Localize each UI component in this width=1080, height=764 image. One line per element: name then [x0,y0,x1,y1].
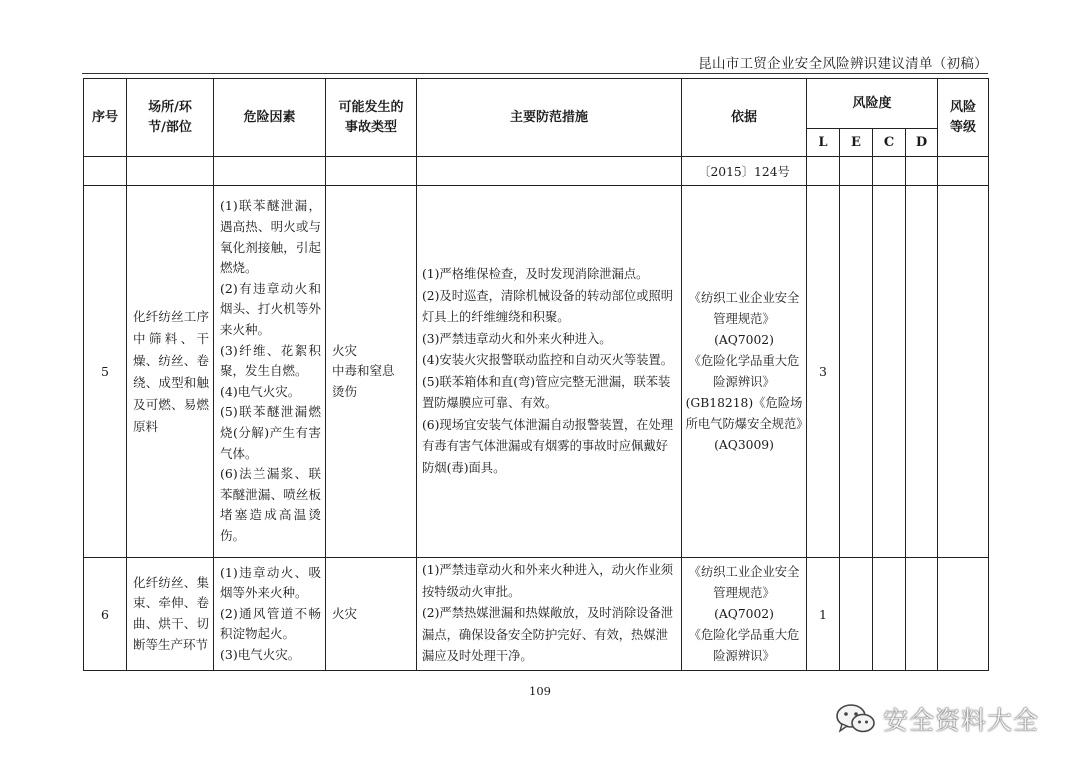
table-cell [807,157,840,186]
row-measures [417,186,682,558]
table-cell [127,157,214,186]
hazard-item: (4)电气火灾。 [220,383,301,399]
hazard-item: (2)通风管道不畅积淀物起火。 [220,605,321,642]
table-cell [938,157,989,186]
hazard-item: (3)纤维、花絮积聚，发生自燃。 [220,342,321,379]
wechat-icon [835,702,877,736]
table-cell [840,157,873,186]
basis-item: (AQ7002) [714,606,774,621]
basis-item: 《危险化学品重大危险源辨识》 [688,627,800,663]
accident-item: 中毒和窒息 [332,363,395,379]
accident-item: 烫伤 [332,383,358,399]
col-header-C: C [873,129,906,157]
row-seq: 6 [84,558,127,671]
basis-item: (GB18218)《危险场所电气防爆安全规范》(AQ3009) [685,395,803,452]
row-L-value: 3 [807,186,840,558]
risk-table [83,78,989,671]
accident-list [326,601,416,628]
continuation-row [84,157,989,186]
hazard-list [214,560,325,669]
table-cell [84,157,127,186]
hazard-item: (2)有违章动火和烟头、打火机等外来火种。 [220,280,321,338]
watermark [835,701,1039,737]
table-cell [326,157,417,186]
row-D-value [906,186,938,558]
row-seq: 5 [84,186,127,558]
col-header-basis: 依据 [682,79,807,157]
table-row [84,558,989,671]
basis-item: (AQ7002) [714,332,774,347]
row-L-value: 1 [807,558,840,671]
hazard-item: (3)电气火灾。 [220,646,301,662]
col-header-risk-degree: 风险度 [807,79,938,129]
measure-item: (4)安装火灾报警联动监控和自动灭火等装置。 [422,353,674,367]
row-basis [682,558,807,671]
row-C-value [873,558,906,671]
table-cell [417,157,682,186]
measure-item: (1)严格维保检查，及时发现消除泄漏点。 [422,267,649,281]
row-place [127,558,214,671]
row-E-value [840,558,873,671]
row-basis [682,186,807,558]
row-place-text: 化纤纺丝工序中筛料、干燥、纺丝、卷绕、成型和触及可燃、易燃原料 [133,308,209,434]
title-rule [82,73,988,74]
row-measures [417,558,682,671]
col-header-D: D [906,129,938,157]
col-header-measures: 主要防范措施 [417,79,682,157]
basis-item: 《纺织工业企业安全管理规范》 [688,564,800,600]
measure-item: (2)严禁热媒泄漏和热媒敞放，及时消除设备泄漏点，确保设备安全防护完好、有效，热媒泄漏应及时处理干净。 [422,606,674,664]
measure-item: (3)严禁违章动火和外来火种进入。 [422,331,612,346]
col-header-risk-level-text: 风险等级 [950,99,977,135]
row-risk-level [938,186,989,558]
row-accident-types [326,558,417,671]
col-header-place-text: 场所/环节/部位 [148,99,192,135]
row-hazards [214,186,326,558]
hazard-item: (1)联苯醚泄漏，遇高热、明火或与氧化剂接触，引起燃烧。 [220,198,321,276]
accident-list [326,338,416,406]
row-place [127,186,214,558]
hazard-list [214,193,325,549]
col-header-L: L [807,129,840,157]
row-C-value [873,186,906,558]
measure-list [417,558,681,670]
table-cell [214,157,326,186]
measure-item: (6)现场宜安装气体泄漏自动报警装置，在处理有毒有害气体泄漏或有烟雾的事故时应佩戴好防烟(毒)面具。 [422,417,674,475]
page-number: 109 [529,684,551,698]
row-hazards [214,558,326,671]
col-header-accident [326,79,417,157]
col-header-accident-text: 可能发生的事故类型 [338,99,404,135]
measure-item: (1)严禁违章动火和外来火种进入，动火作业须按特级动火审批。 [422,563,674,599]
measure-item: (2)及时巡查，清除机械设备的转动部位或照明灯具上的纤维缠绕和积聚。 [422,288,674,324]
basis-list [682,286,806,458]
measure-list [417,262,681,481]
hazard-item: (5)联苯醚泄漏燃烧(分解)产生有害气体。 [220,404,321,461]
row-D-value [906,558,938,671]
row-E-value [840,186,873,558]
row-risk-level [938,558,989,671]
table-cell [873,157,906,186]
basis-item: 《危险化学品重大危险源辨识》 [688,353,800,389]
table-cell [906,157,938,186]
col-header-hazard: 危险因素 [214,79,326,157]
row-place-text: 化纤纺丝、集束、牵伸、卷曲、烘干、切断等生产环节 [133,574,209,652]
watermark-text: 安全资料大全 [883,706,1040,735]
header-row [84,79,989,129]
accident-item: 火灾 [332,342,358,358]
hazard-item: (6)法兰漏浆、联苯醚泄漏、喷丝板堵塞造成高温烫伤。 [220,466,321,543]
basis-item: 《纺织工业企业安全管理规范》 [688,290,800,326]
row-accident-types [326,186,417,558]
table-row [84,186,989,558]
hazard-item: (1)违章动火、吸烟等外来火种。 [220,564,321,601]
col-header-risk-level [938,79,989,157]
accident-item: 火灾 [332,605,358,621]
col-header-place [127,79,214,157]
measure-item: (5)联苯箱体和直(弯)管应完整无泄漏，联苯装置防爆膜应可靠、有效。 [422,374,671,410]
document-title: 昆山市工贸企业安全风险辨识建议清单（初稿） [698,56,988,72]
continuation-basis: 〔2015〕124号 [682,157,807,186]
col-header-E: E [840,129,873,157]
col-header-seq: 序号 [84,79,127,157]
basis-list [682,560,806,669]
